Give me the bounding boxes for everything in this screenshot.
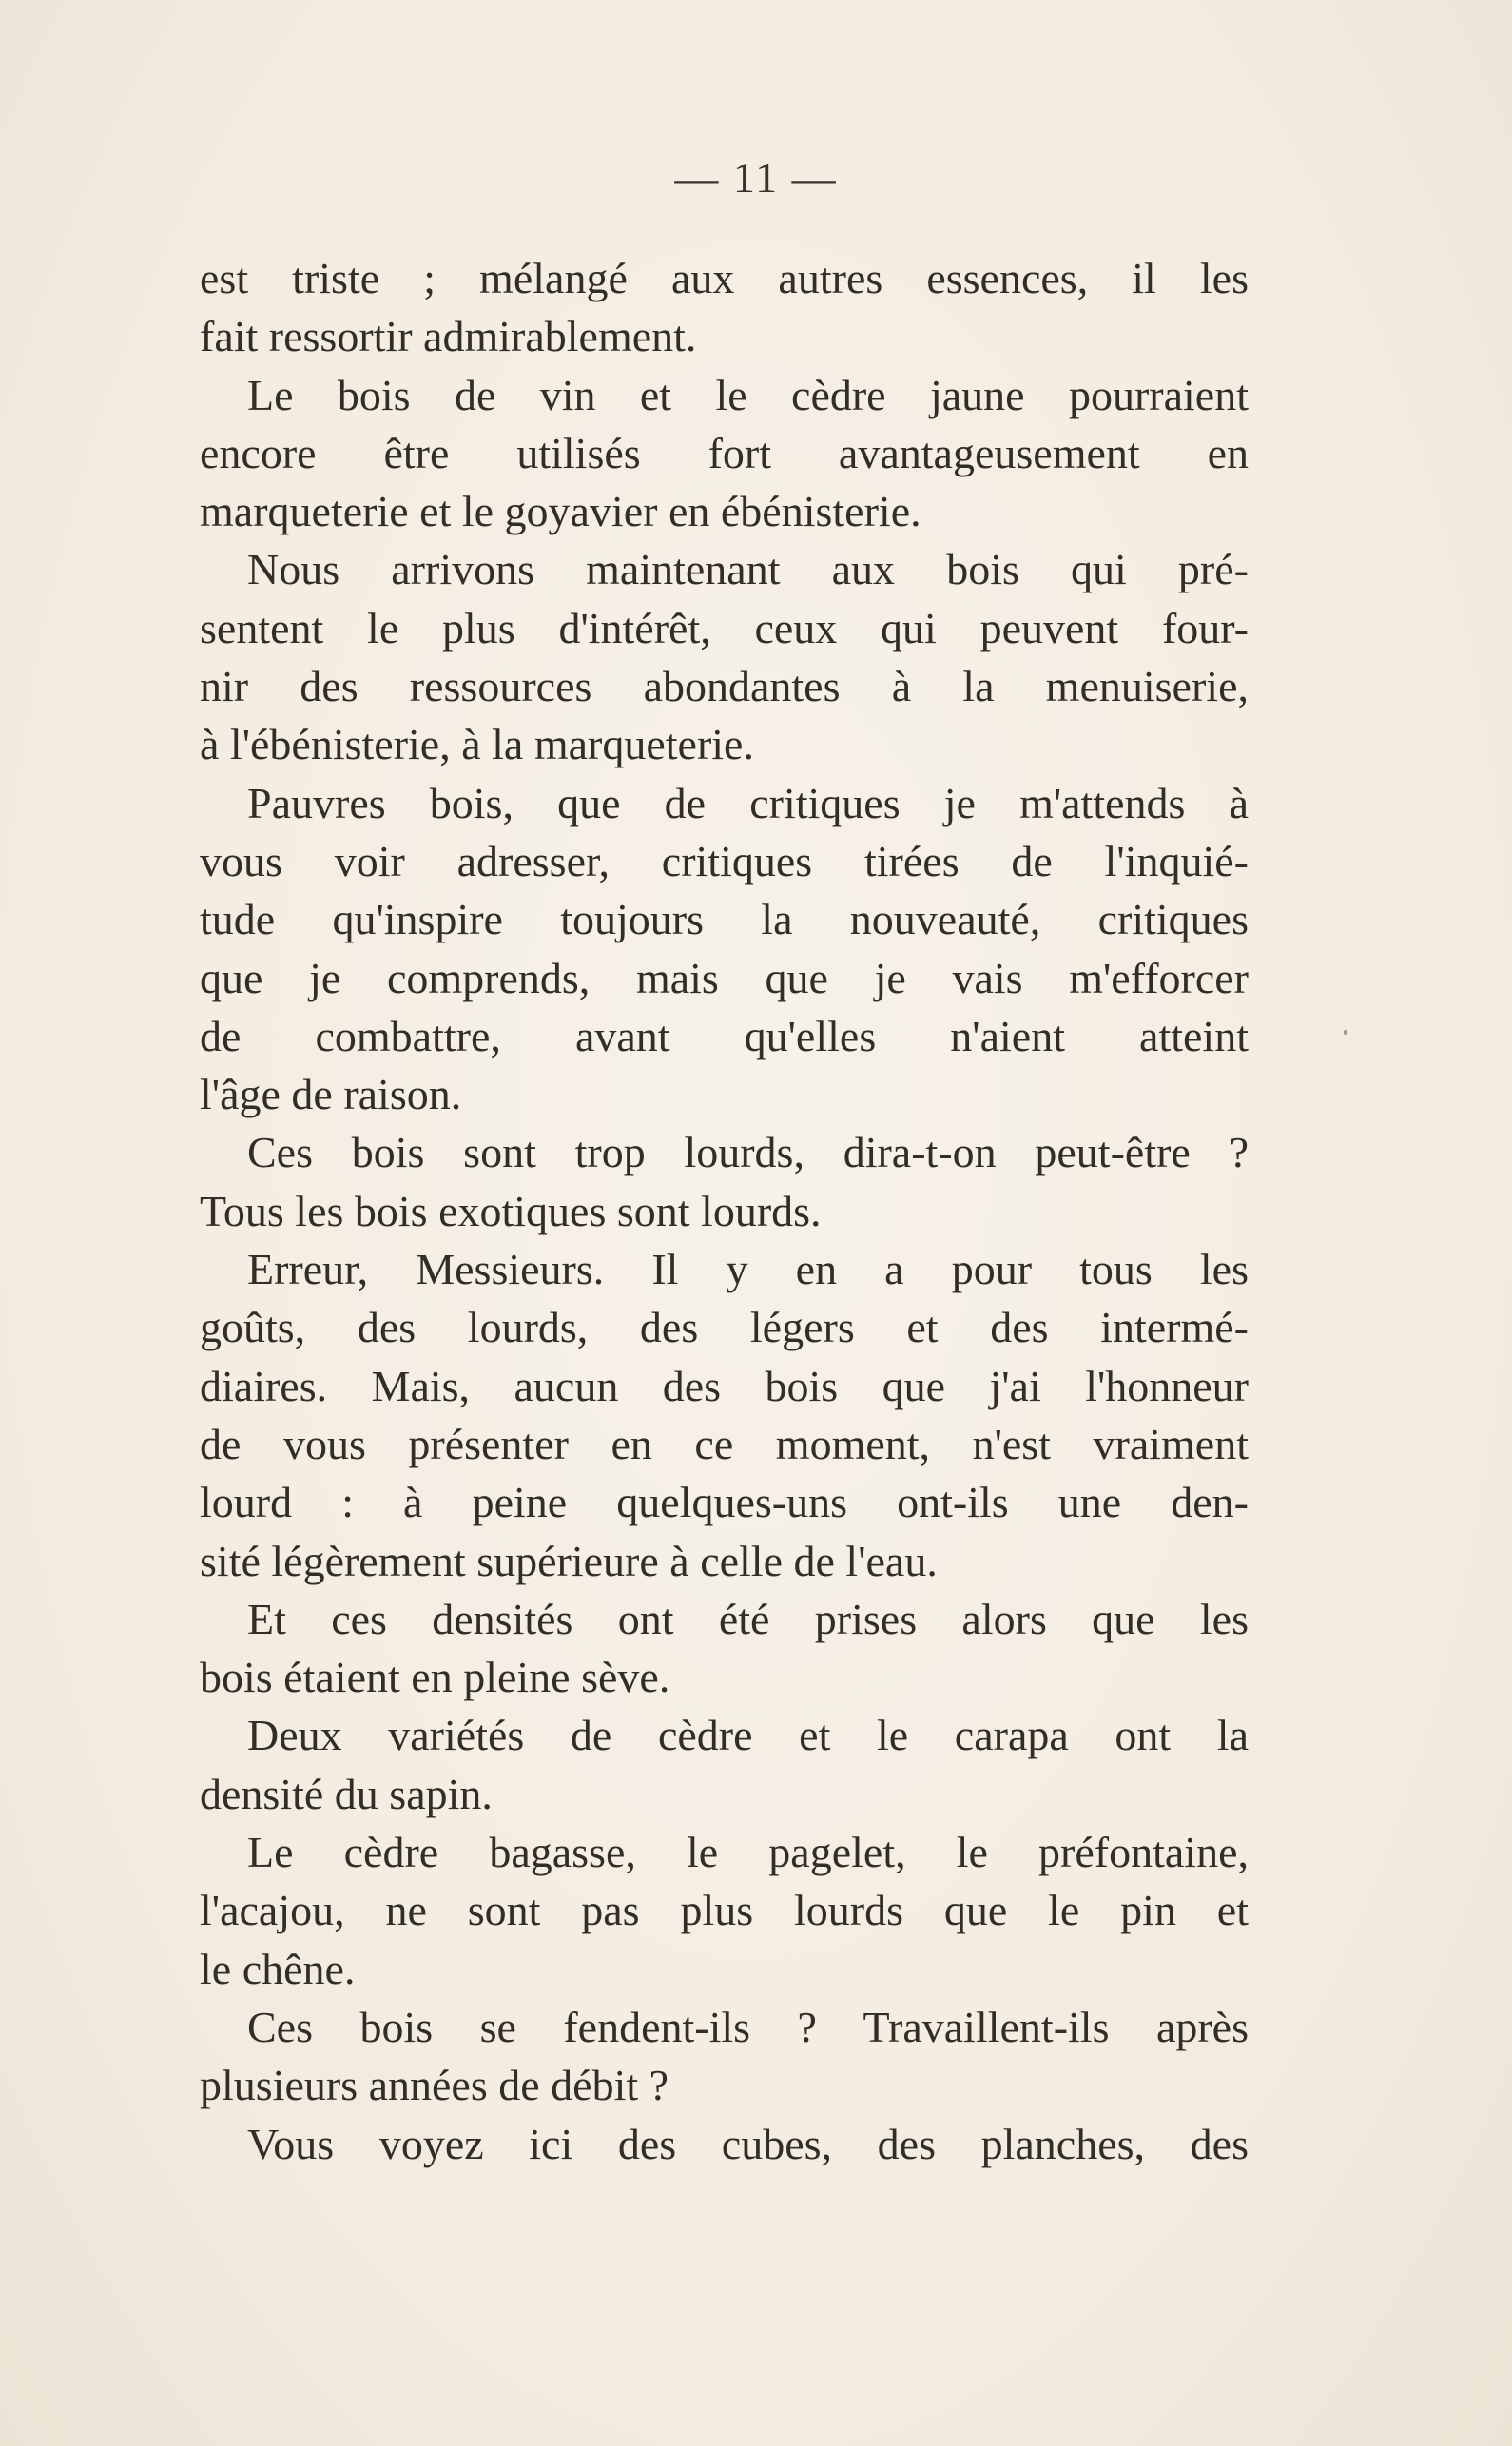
text-line: à l'ébénisterie, à la marqueterie. [200, 720, 754, 769]
text-line: le chêne. [200, 1944, 356, 1993]
text-line: plusieurs années de débit ? [200, 2061, 669, 2110]
body-text [200, 249, 1249, 2173]
text-line: fait ressortir admirablement. [200, 312, 697, 361]
text-line: Ces bois se fendent-ils ? Travaillent-ils après [247, 2002, 1249, 2051]
text-line: de vous présenter en ce moment, n'est vraiment [200, 1419, 1249, 1468]
text-line: lourd : à peine quelques-uns ont-ils une den- [200, 1478, 1249, 1527]
text-line: marqueterie et le goyavier en ébénisterie. [200, 487, 921, 536]
paper-speck [1344, 1030, 1347, 1035]
text-line: vous voir adresser, critiques tirées de l'inquié- [200, 836, 1249, 885]
text-line: Le cèdre bagasse, le pagelet, le préfontaine, [247, 1828, 1249, 1877]
text-line: Tous les bois exotiques sont lourds. [200, 1186, 822, 1235]
text-line: l'âge de raison. [200, 1070, 462, 1119]
text-line: sité légèrement supérieure à celle de l'eau. [200, 1536, 938, 1585]
text-line: Le bois de vin et le cèdre jaune pourraient [247, 370, 1249, 419]
text-line: sentent le plus d'intérêt, ceux qui peuvent four- [200, 603, 1249, 652]
text-line: Et ces densités ont été prises alors que les [247, 1594, 1249, 1643]
text-line: Erreur, Messieurs. Il y en a pour tous les [247, 1245, 1249, 1294]
text-line: Deux variétés de cèdre et le carapa ont la [247, 1711, 1249, 1760]
text-line: encore être utilisés fort avantageusement en [200, 428, 1249, 477]
text-line: est triste ; mélangé aux autres essences, il les [200, 254, 1249, 302]
text-line: nir des ressources abondantes à la menuiserie, [200, 662, 1249, 711]
text-line: Vous voyez ici des cubes, des planches, des [247, 2119, 1249, 2168]
text-line: tude qu'inspire toujours la nouveauté, critiques [200, 895, 1249, 944]
text-line: goûts, des lourds, des légers et des intermé- [200, 1303, 1249, 1352]
text-line: Pauvres bois, que de critiques je m'attends à [247, 778, 1249, 827]
page-number: — 11 — [674, 153, 838, 202]
text-line: l'acajou, ne sont pas plus lourds que le pin et [200, 1886, 1249, 1935]
text-line: Ces bois sont trop lourds, dira-t-on peut-être ? [247, 1128, 1249, 1177]
text-line: que je comprends, mais que je vais m'efforcer [200, 953, 1249, 1002]
text-line: bois étaient en pleine sève. [200, 1653, 670, 1702]
text-line: densité du sapin. [200, 1769, 493, 1818]
text-line: Nous arrivons maintenant aux bois qui pré- [247, 545, 1249, 594]
text-line: de combattre, avant qu'elles n'aient atteint [200, 1011, 1249, 1060]
text-line: diaires. Mais, aucun des bois que j'ai l'honneur [200, 1361, 1249, 1410]
